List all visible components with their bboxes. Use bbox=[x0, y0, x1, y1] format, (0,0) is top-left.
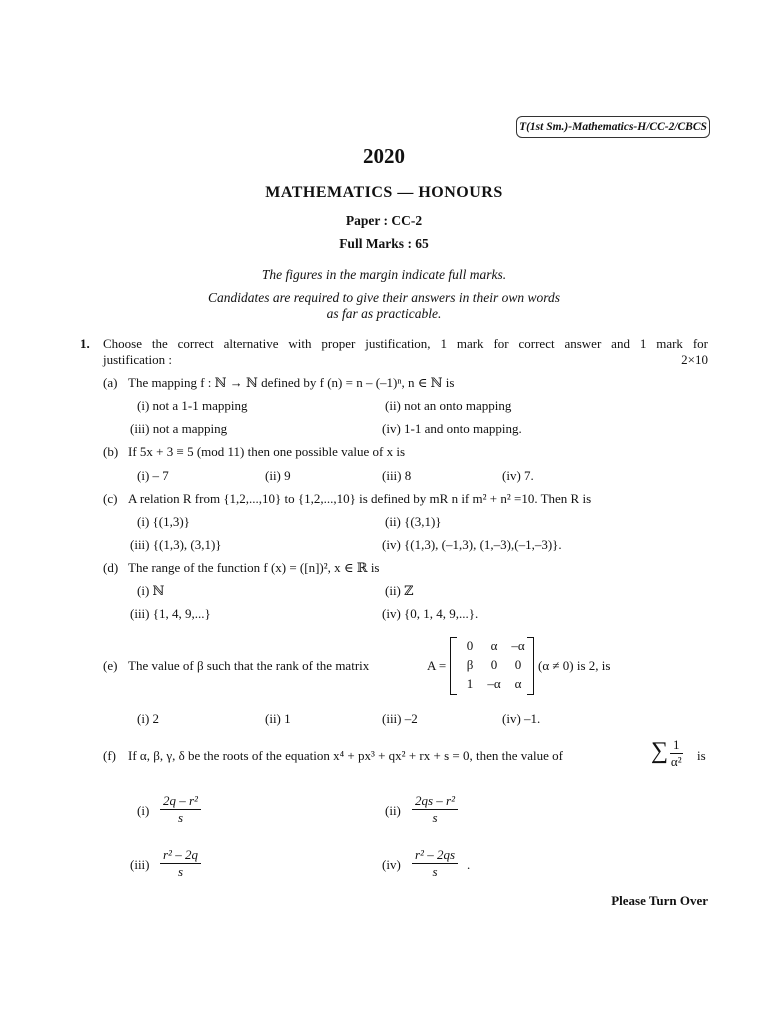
instruction-line-2: Candidates are required to give their answers in their own words bbox=[208, 290, 560, 305]
part-b-option-3: (iii) 8 bbox=[382, 468, 412, 483]
part-e-option-3: (iii) –2 bbox=[382, 711, 418, 726]
matrix-row-1 bbox=[458, 637, 530, 655]
fraction-numerator: 2q – r² bbox=[160, 793, 201, 810]
matrix-cell: 1 bbox=[466, 676, 474, 691]
please-turn-over: Please Turn Over bbox=[611, 893, 708, 908]
part-e-matrix bbox=[450, 637, 534, 693]
part-a-option-4: (iv) 1-1 and onto mapping. bbox=[382, 421, 522, 436]
part-f-option-2-fraction bbox=[412, 793, 458, 826]
matrix-cell: α bbox=[490, 638, 498, 653]
matrix-cell: α bbox=[514, 676, 522, 691]
fraction-denominator: s bbox=[177, 810, 184, 825]
matrix-cell: β bbox=[466, 657, 474, 672]
part-e-text: The value of β such that the rank of the matrix bbox=[128, 658, 370, 673]
question-text-line-1: Choose the correct alternative with proper justification, 1 mark for correct answer and 1 mark for bbox=[103, 336, 708, 351]
part-f-text: If α, β, γ, δ be the roots of the equation x⁴ + px³ + qx² + rx + s = 0, then the value of bbox=[128, 748, 563, 763]
part-d-option-1: (i) ℕ bbox=[137, 583, 165, 598]
question-marks: 2×10 bbox=[681, 352, 708, 367]
part-e-option-4: (iv) –1. bbox=[502, 711, 541, 726]
question-text-line-2: justification : bbox=[103, 352, 172, 367]
part-a-option-1: (i) not a 1-1 mapping bbox=[137, 398, 248, 413]
fraction-denominator: s bbox=[177, 864, 184, 879]
part-f-label: (f) bbox=[103, 748, 116, 763]
part-b-option-2: (ii) 9 bbox=[265, 468, 291, 483]
paper-code-box: T(1st Sm.)-Mathematics-H/CC-2/CBCS bbox=[516, 116, 710, 138]
part-f-option-2-label: (ii) bbox=[385, 803, 401, 818]
part-d-option-3: (iii) {1, 4, 9,...} bbox=[130, 606, 211, 621]
fraction-numerator: r² – 2q bbox=[160, 847, 201, 864]
part-f-option-1-fraction bbox=[160, 793, 201, 826]
matrix-left-bracket bbox=[450, 637, 457, 695]
part-e-label: (e) bbox=[103, 658, 118, 673]
matrix-right-bracket bbox=[527, 637, 534, 695]
instruction-line-1: The figures in the margin indicate full marks. bbox=[261, 267, 507, 282]
part-e-option-1: (i) 2 bbox=[137, 711, 160, 726]
part-c-text: A relation R from {1,2,...,10} to {1,2,...,10} is defined by mR n if m² + n² =10. Then R is bbox=[128, 491, 592, 506]
part-a-option-2: (ii) not an onto mapping bbox=[385, 398, 512, 413]
part-e-option-2: (ii) 1 bbox=[265, 711, 291, 726]
summation-symbol: ∑ bbox=[651, 738, 669, 764]
matrix-row-3 bbox=[458, 675, 530, 693]
part-d-text: The range of the function f (x) = ([n])², x ∈ ℝ is bbox=[128, 560, 380, 575]
part-f-option-3-label: (iii) bbox=[130, 857, 150, 872]
part-a-label: (a) bbox=[103, 375, 118, 390]
part-d-option-4: (iv) {0, 1, 4, 9,...}. bbox=[382, 606, 479, 621]
matrix-cell: 0 bbox=[490, 657, 498, 672]
fraction-denominator: s bbox=[432, 864, 438, 879]
summation-numerator: 1 bbox=[670, 737, 683, 754]
part-a-option-3: (iii) not a mapping bbox=[130, 421, 228, 436]
part-f-option-4-tail: . bbox=[467, 857, 471, 872]
matrix-cell: 0 bbox=[466, 638, 474, 653]
fraction-numerator: 2qs – r² bbox=[412, 793, 458, 810]
part-c-option-4: (iv) {(1,3), (–1,3), (1,–3),(–1,–3)}. bbox=[382, 537, 562, 552]
matrix-row-2 bbox=[458, 656, 530, 674]
part-b-label: (b) bbox=[103, 444, 119, 459]
full-marks: Full Marks : 65 bbox=[339, 236, 429, 251]
matrix-cell: 0 bbox=[514, 657, 522, 672]
part-d-label: (d) bbox=[103, 560, 119, 575]
part-d-option-2: (ii) ℤ bbox=[385, 583, 414, 598]
matrix-cell: –α bbox=[511, 638, 525, 653]
summation-fraction bbox=[670, 737, 683, 770]
part-c-option-1: (i) {(1,3)} bbox=[137, 514, 190, 529]
part-f-option-1-label: (i) bbox=[137, 803, 150, 818]
fraction-denominator: s bbox=[432, 810, 438, 825]
part-e-matrix-lhs: A = bbox=[427, 658, 447, 673]
question-number: 1. bbox=[80, 336, 90, 351]
part-b-option-4: (iv) 7. bbox=[502, 468, 534, 483]
part-e-tail: (α ≠ 0) is 2, is bbox=[538, 658, 611, 673]
part-c-option-3: (iii) {(1,3), (3,1)} bbox=[130, 537, 222, 552]
part-f-option-4-label: (iv) bbox=[382, 857, 401, 872]
paper-label: Paper : CC-2 bbox=[345, 213, 423, 228]
part-c-option-2: (ii) {(3,1)} bbox=[385, 514, 442, 529]
part-f-option-4-fraction bbox=[412, 847, 458, 880]
part-f-tail: is bbox=[697, 748, 706, 763]
exam-year: 2020 bbox=[363, 144, 405, 168]
subject-title: MATHEMATICS — HONOURS bbox=[265, 184, 503, 201]
part-f-option-3-fraction bbox=[160, 847, 201, 880]
matrix-cell: –α bbox=[487, 676, 501, 691]
fraction-numerator: r² – 2qs bbox=[412, 847, 458, 864]
instruction-line-3: as far as practicable. bbox=[326, 306, 442, 321]
part-c-label: (c) bbox=[103, 491, 118, 506]
part-b-option-1: (i) – 7 bbox=[137, 468, 169, 483]
summation-denominator: α² bbox=[670, 754, 682, 769]
part-b-text: If 5x + 3 ≡ 5 (mod 11) then one possible value of x is bbox=[128, 444, 406, 459]
part-a-text: The mapping f : ℕ → ℕ defined by f (n) = n – (–1)ⁿ, n ∈ ℕ is bbox=[128, 375, 455, 390]
